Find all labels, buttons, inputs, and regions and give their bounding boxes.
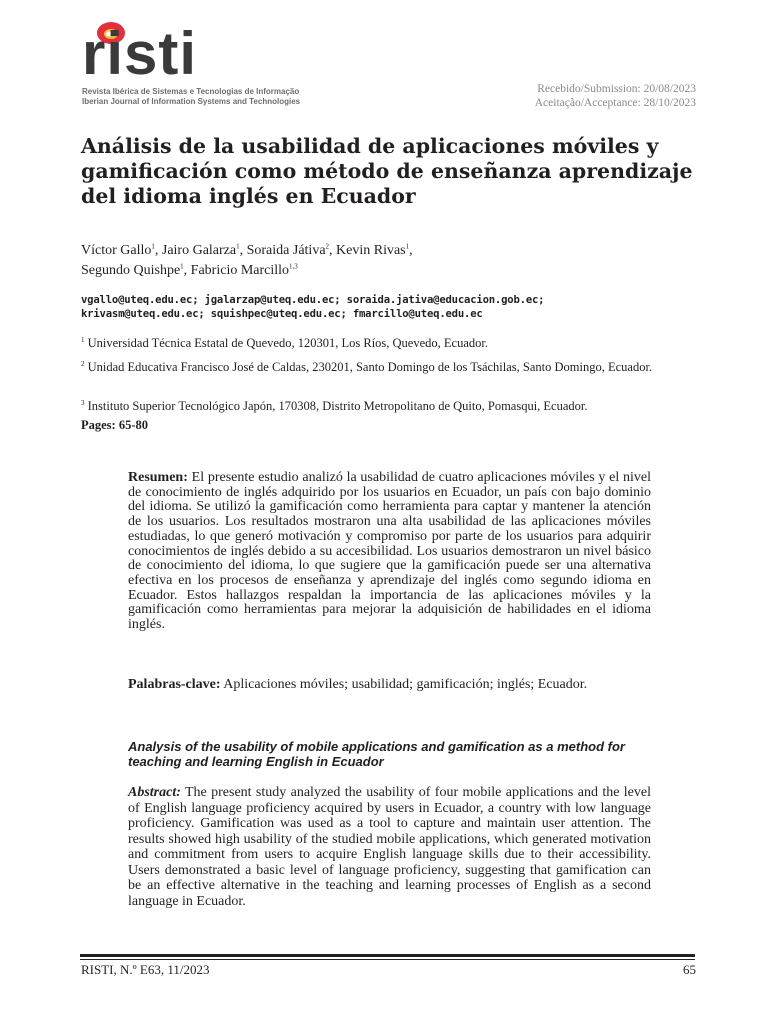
author-separator: , bbox=[409, 243, 413, 258]
author-line-1 bbox=[81, 241, 681, 261]
author-name: , Jairo Galarza bbox=[154, 243, 237, 258]
received-date: Recebido/Submission: 20/08/2023 bbox=[537, 83, 696, 95]
abstract-text: The present study analyzed the usability of four mobile applications and the level of English language proficiency acquired by users in Ecuador, a country with low language proficiency. Gamification was used as a tool to capture and maintain user attention. The results showed high usability of the studied mobile applications, which generated motivation and commitment from users to acquire English language skills due to their accessibility. Users demonstrated a basic level of language proficiency, suggesting that gamification can be an effective alternative in the teaching and learning processes of English as a second language in Ecuador. bbox=[128, 785, 651, 909]
author-sup: 1 bbox=[236, 242, 240, 251]
submission-dates bbox=[535, 82, 696, 110]
affiliation-3 bbox=[81, 399, 681, 414]
author-emails bbox=[81, 293, 701, 321]
affiliation-text: Unidad Educativa Francisco José de Caldas, 230201, Santo Domingo de los Tsáchilas, Santo Domingo, Ecuador. bbox=[84, 360, 653, 374]
keywords-paragraph bbox=[128, 678, 651, 693]
english-title: Analysis of the usability of mobile applications and gamification as a method for teaching and learning English in Ecuador bbox=[128, 739, 625, 769]
resumen-paragraph bbox=[128, 471, 651, 633]
footer-rule-thick bbox=[80, 954, 695, 957]
resumen-label: Resumen: bbox=[128, 470, 188, 485]
page-range: Pages: 65-80 bbox=[81, 418, 148, 432]
affiliation-1 bbox=[81, 336, 681, 351]
logo-wordmark: risti bbox=[82, 20, 198, 87]
author-name: Segundo Quishpe bbox=[81, 263, 181, 278]
affiliation-2 bbox=[81, 360, 681, 375]
footer-citation: RISTI, N.º E63, 11/2023 bbox=[81, 962, 210, 977]
author-sup: 1 bbox=[151, 242, 155, 251]
accepted-date: Aceitação/Acceptance: 28/10/2023 bbox=[534, 97, 696, 109]
affiliation-sup: 3 bbox=[81, 398, 85, 407]
keywords-text: Aplicaciones móviles; usabilidad; gamificación; inglés; Ecuador. bbox=[220, 677, 588, 692]
affiliation-sup: 2 bbox=[81, 359, 85, 368]
author-name: , Kevin Rivas bbox=[329, 243, 406, 258]
resumen-text: El presente estudio analizó la usabilidad de cuatro aplicaciones móviles y el nivel de conocimiento de inglés adquirido por los usuarios en Ecuador, un país con bajo dominio del idioma. Se utilizó la gamificación como herramienta para captar y mantener la atención de los usuarios. Los resultados mostraron una alta usabilidad de las aplicaciones móviles estudiadas, lo que generó motivación y compromiso por parte de los usuarios para adquirir conocimientos de inglés debido a su accesibilidad. Los usuarios demostraron un nivel básico de conocimiento del idioma, lo que sugiere que la gamificación puede ser una alternativa efectiva en los procesos de enseñanza y aprendizaje del inglés como segundo idioma en Ecuador. Estos hallazgos respaldan la importancia de las aplicaciones móviles y la gamificación como herramientas para mejorar la adquisición de habilidades en el idioma inglés. bbox=[128, 470, 651, 633]
paper-title: Análisis de la usabilidad de aplicaciones móviles y gamificación como método de enseñanza aprendizaje del idioma inglés en Ecuador bbox=[81, 134, 693, 208]
author-list bbox=[81, 241, 681, 281]
author-name: , Fabricio Marcillo bbox=[183, 263, 290, 278]
author-sup: 1,3 bbox=[289, 262, 298, 271]
abstract-paragraph bbox=[128, 785, 651, 909]
email-line-1: vgallo@uteq.edu.ec; jgalarzap@uteq.edu.ec; soraida.jativa@educacion.gob.ec; bbox=[81, 294, 545, 306]
affiliation-text: Universidad Técnica Estatal de Quevedo, 120301, Los Ríos, Quevedo, Ecuador. bbox=[84, 336, 488, 350]
author-line-2 bbox=[81, 261, 681, 281]
author-sup: 2 bbox=[325, 242, 330, 251]
journal-name-pt: Revista Ibérica de Sistemas e Tecnologias de Informação bbox=[82, 87, 300, 96]
author-sup: 1 bbox=[405, 242, 410, 251]
affiliation-sup: 1 bbox=[81, 335, 85, 344]
footer-rule-thin bbox=[80, 959, 695, 960]
page-number: 65 bbox=[683, 962, 696, 977]
keywords-label: Palabras-clave: bbox=[128, 677, 221, 692]
abstract-label: Abstract: bbox=[128, 785, 181, 800]
author-name: , Soraida Játiva bbox=[239, 243, 326, 258]
email-line-2: krivasm@uteq.edu.ec; squishpec@uteq.edu.ec; fmarcillo@uteq.edu.ec bbox=[81, 308, 483, 320]
affiliation-text: Instituto Superior Tecnológico Japón, 170308, Distrito Metropolitano de Quito, Pomasqui, Ecuador. bbox=[84, 399, 588, 413]
journal-name-en: Iberian Journal of Information Systems and Technologies bbox=[82, 97, 301, 106]
author-sup: 1 bbox=[180, 262, 184, 271]
author-name: Víctor Gallo bbox=[81, 243, 152, 258]
